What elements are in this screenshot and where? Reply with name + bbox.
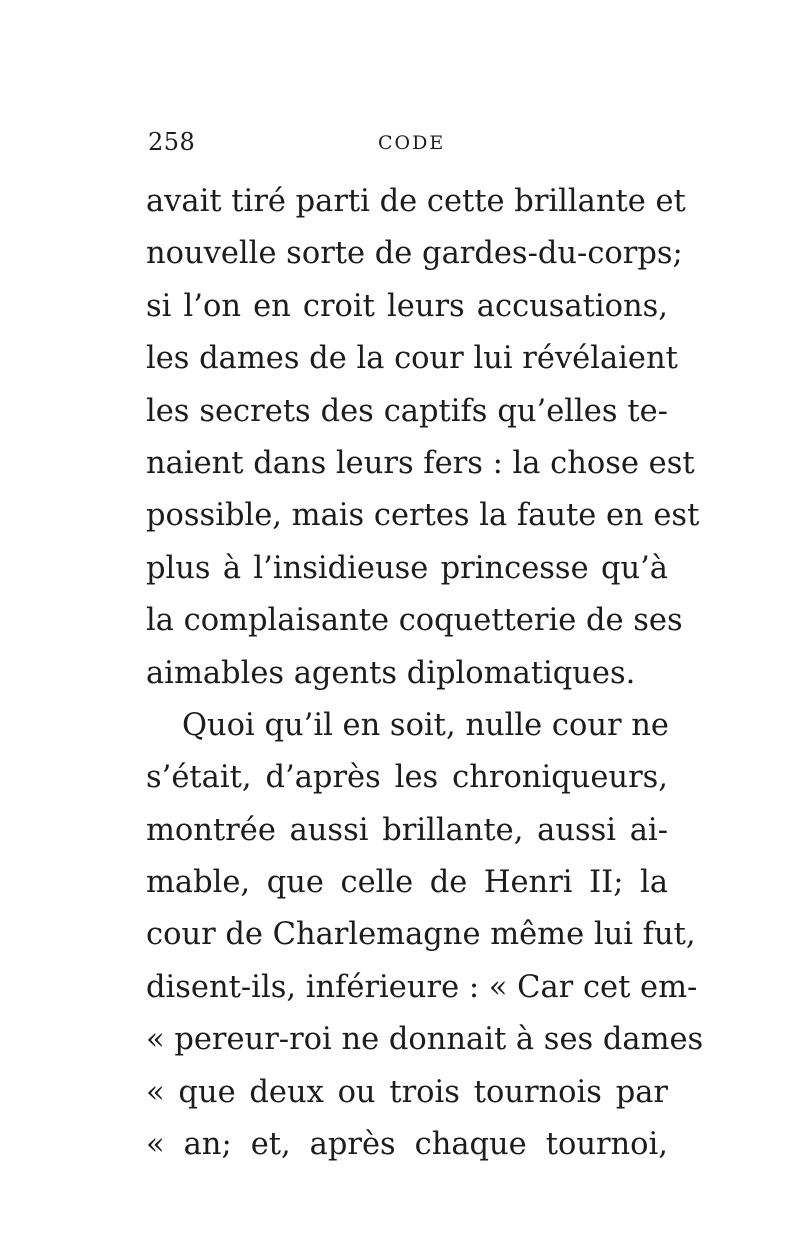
text-line: si l’on en croit leurs accusations, xyxy=(146,288,668,324)
paragraph-end-line: aimables agents diplomatiques. xyxy=(146,655,636,691)
text-line: montrée aussi brillante, aussi ai- xyxy=(146,812,668,848)
text-line: possible, mais certes la faute en est xyxy=(146,498,700,534)
body-text xyxy=(146,176,704,1171)
text-line: disent-ils, inférieure : « Car cet em- xyxy=(146,969,698,1005)
text-line: « pereur-roi ne donnait à ses dames xyxy=(146,1022,704,1058)
paragraph-start-line: Quoi qu’il en soit, nulle cour ne xyxy=(182,707,669,743)
text-line: plus à l’insidieuse princesse qu’à xyxy=(146,550,668,586)
page-number: 258 xyxy=(148,128,196,156)
text-line: « an; et, après chaque tournoi, xyxy=(146,1127,668,1163)
text-line: nouvelle sorte de gardes-du-corps; xyxy=(146,236,683,272)
text-line: naient dans leurs fers : la chose est xyxy=(146,445,695,481)
text-line: cour de Charlemagne même lui fut, xyxy=(146,917,696,953)
text-line: mable, que celle de Henri II; la xyxy=(146,865,668,901)
text-line: les dames de la cour lui révélaient xyxy=(146,341,678,377)
running-title: CODE xyxy=(378,132,446,154)
text-line: les secrets des captifs qu’elles te- xyxy=(146,393,668,429)
text-line: la complaisante coquetterie de ses xyxy=(146,603,683,639)
text-line: « que deux ou trois tournois par xyxy=(146,1074,668,1110)
text-line: avait tiré parti de cette brillante et xyxy=(146,184,686,219)
running-head xyxy=(148,128,668,164)
text-line: s’était, d’après les chroniqueurs, xyxy=(146,760,668,796)
